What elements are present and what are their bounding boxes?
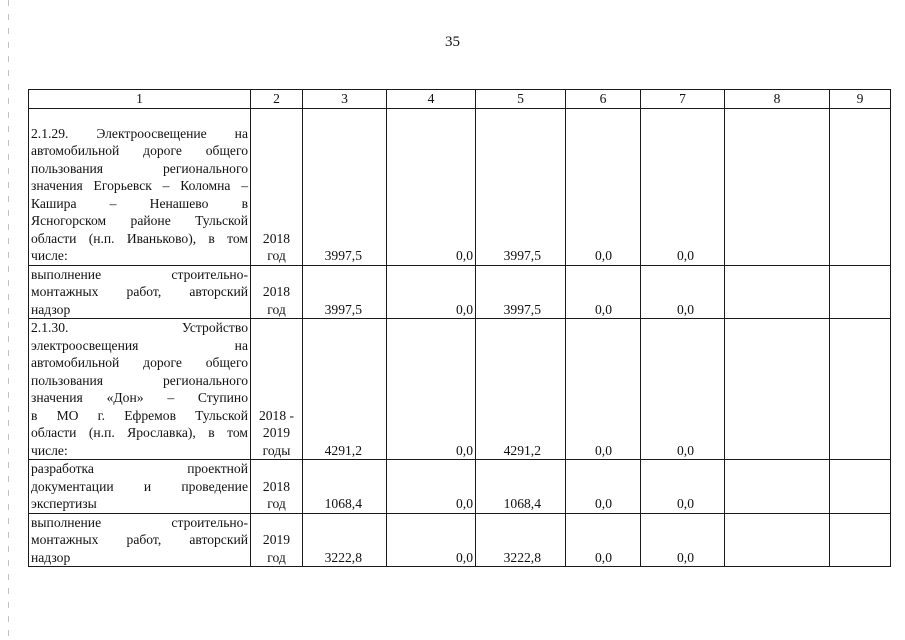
cell-col-5: 4291,2 [476,319,566,460]
description-line: пользования регионального [31,160,248,176]
header-row [29,90,891,109]
header-col-8: 8 [725,90,830,109]
row-description [29,265,251,319]
description-line: числе: [31,248,68,263]
description-line: в МО г. Ефремов Тульской [31,407,248,423]
cell-col-6: 0,0 [566,513,641,567]
cell-col-7: 0,0 [641,460,725,514]
cell-col-6: 0,0 [566,265,641,319]
year-line: 2019 [262,532,291,547]
cell-col-7: 0,0 [641,319,725,460]
description-line: надзор [31,301,71,317]
year-line: год [267,248,286,263]
cell-col-8 [725,460,830,514]
description-line: автомобильной дороге общего [31,143,248,158]
description-line: экспертизы [31,496,97,511]
cell-col-4: 0,0 [387,460,476,514]
description-line: значения Егорьевск – Коломна – [31,178,248,193]
description-line: числе: [31,442,68,458]
cell-col-4: 0,0 [387,513,476,567]
cell-col-5: 1068,4 [476,460,566,514]
year-line: 2018 [262,478,291,494]
header-col-1: 1 [29,90,251,109]
year-line: годы [262,442,291,458]
budget-table [28,89,891,567]
year-line: 2019 [262,425,291,440]
table-row [29,513,891,567]
cell-col-9 [830,513,891,567]
header-col-6: 6 [566,90,641,109]
cell-col-5: 3997,5 [476,265,566,319]
row-year [251,108,303,265]
row-year [251,319,303,460]
cell-col-3: 3222,8 [303,513,387,567]
cell-col-4: 0,0 [387,319,476,460]
header-col-4: 4 [387,90,476,109]
row-year [251,460,303,514]
cell-col-6: 0,0 [566,108,641,265]
cell-col-7: 0,0 [641,108,725,265]
table-row [29,319,891,460]
cell-col-3: 3997,5 [303,265,387,319]
cell-col-9 [830,460,891,514]
cell-col-7: 0,0 [641,513,725,567]
cell-col-5: 3222,8 [476,513,566,567]
description-line: значения «Дон» – Ступино [31,390,248,405]
cell-col-6: 0,0 [566,460,641,514]
header-col-3: 3 [303,90,387,109]
description-line: разработка проектной [31,461,248,476]
description-line: документации и проведение [31,478,248,494]
page-number: 35 [445,34,460,50]
cell-col-3: 3997,5 [303,108,387,265]
cell-col-6: 0,0 [566,319,641,460]
table-row [29,460,891,514]
description-line: выполнение строительно- [31,266,248,282]
cell-col-9 [830,265,891,319]
cell-col-9 [830,108,891,265]
description-line: 2.1.29. Электроосвещение на [31,125,248,141]
row-year [251,513,303,567]
description-line: выполнение строительно- [31,514,248,530]
row-description [29,513,251,567]
description-line: надзор [31,549,71,565]
cell-col-4: 0,0 [387,265,476,319]
cell-col-8 [725,265,830,319]
scan-edge-mark [8,0,9,640]
description-line: области (н.п. Ярославка), в том [31,425,248,440]
cell-col-3: 1068,4 [303,460,387,514]
row-year [251,265,303,319]
cell-col-3: 4291,2 [303,319,387,460]
description-line: монтажных работ, авторский [31,284,248,299]
year-line: год [267,496,286,511]
description-line: электроосвещения на [31,337,248,353]
table-row [29,265,891,319]
cell-col-8 [725,513,830,567]
header-col-9: 9 [830,90,891,109]
year-line: 2018 [262,284,291,299]
cell-col-8 [725,319,830,460]
description-line: Кашира – Ненашево в [31,195,248,211]
cell-col-9 [830,319,891,460]
description-line: области (н.п. Иваньково), в том [31,230,248,246]
description-line: Ясногорском районе Тульской [31,213,248,228]
year-line: 2018 - [258,407,295,423]
cell-col-7: 0,0 [641,265,725,319]
description-line: автомобильной дороге общего [31,355,248,370]
description-line: 2.1.30. Устройство [31,320,248,335]
year-line: 2018 [262,230,291,246]
header-col-7: 7 [641,90,725,109]
year-line: год [267,301,286,317]
description-line: монтажных работ, авторский [31,532,248,547]
cell-col-4: 0,0 [387,108,476,265]
row-description [29,108,251,265]
year-line: год [267,549,286,565]
header-col-2: 2 [251,90,303,109]
table-row [29,108,891,265]
header-col-5: 5 [476,90,566,109]
row-description [29,460,251,514]
cell-col-8 [725,108,830,265]
row-description [29,319,251,460]
cell-col-5: 3997,5 [476,108,566,265]
description-line: пользования регионального [31,372,248,388]
